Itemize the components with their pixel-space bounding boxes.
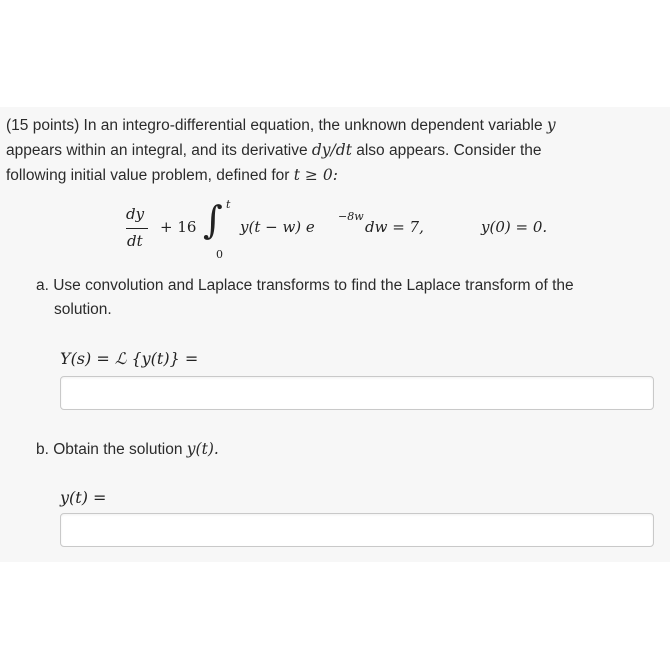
laplace-answer-input[interactable] <box>60 376 654 410</box>
intro-text-3: also appears. Consider the <box>351 142 542 159</box>
laplace-answer-label <box>60 349 198 368</box>
differential: dw = 7, <box>365 218 424 236</box>
variable-y: y <box>546 116 556 134</box>
intro-text-4: following initial value problem, defined for <box>6 167 294 184</box>
part-b-text: b. Obtain the solution <box>36 441 187 458</box>
solution-answer-label-text: y(t) = <box>60 488 107 507</box>
laplace-answer-label-text: Y(s) = ℒ {y(t)} = <box>60 349 199 368</box>
solution-answer-input[interactable] <box>60 513 654 547</box>
fraction-bar <box>126 228 148 229</box>
part-a-line-2: solution. <box>54 301 112 318</box>
integral-sign: ∫ <box>203 198 223 242</box>
intro-text-1: (15 points) In an integro-differential equation, the unknown dependent variable <box>6 117 547 134</box>
domain-condition: t ≥ 0: <box>293 166 338 184</box>
lower-limit: 0 <box>216 248 223 261</box>
part-b-math: y(t). <box>186 440 219 458</box>
derivative-notation: dy/dt <box>311 141 352 159</box>
upper-limit: t <box>226 198 231 211</box>
part-a-line-1: a. Use convolution and Laplace transforms to find the Laplace transform of the <box>36 277 574 294</box>
part-a-prompt <box>36 274 656 322</box>
solution-answer-label <box>60 488 106 507</box>
intro-text-2: appears within an integral, and its derivative <box>6 142 312 159</box>
fraction-numerator: dy <box>126 205 145 223</box>
exponent: −8w <box>338 210 364 223</box>
integro-differential-equation <box>0 196 670 266</box>
initial-condition: y(0) = 0. <box>481 218 548 236</box>
coefficient: + 16 <box>160 218 197 236</box>
fraction-denominator: dt <box>127 232 143 250</box>
part-b-prompt <box>36 437 219 462</box>
integrand: y(t − w) e <box>240 218 315 236</box>
problem-statement <box>6 113 656 188</box>
